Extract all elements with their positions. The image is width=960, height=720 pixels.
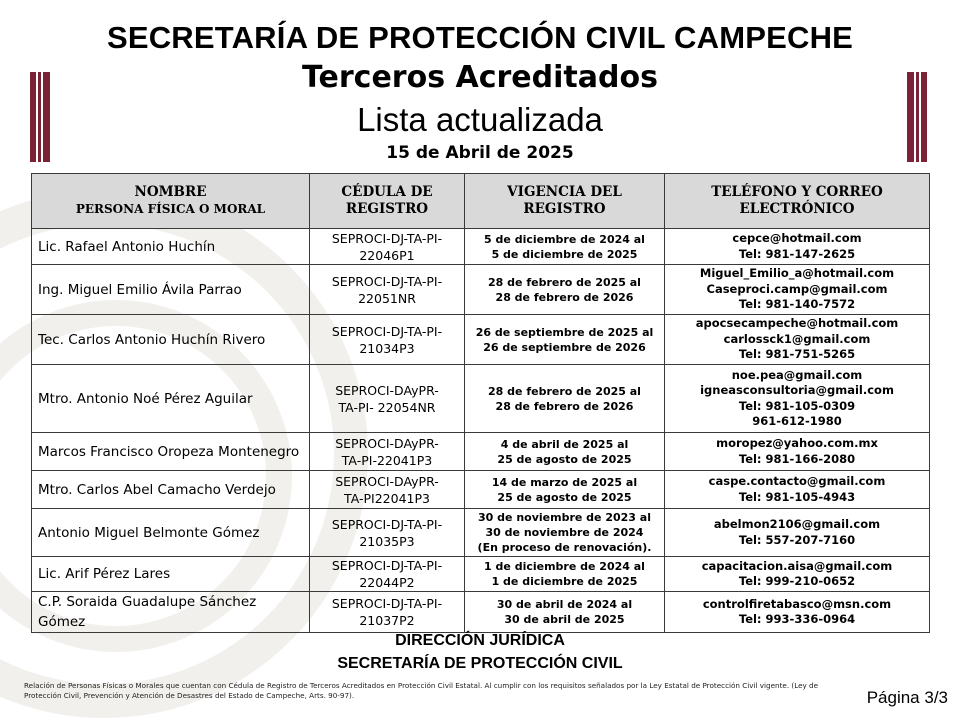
cell-contacto: noe.pea@gmail.com igneasconsultoria@gmail.com Tel: 981-105-0309 961-612-1980 bbox=[665, 365, 930, 433]
cell-contacto: controlfiretabasco@msn.com Tel: 993-336-0964 bbox=[665, 592, 930, 633]
table-row bbox=[32, 229, 930, 265]
cell-cedula: SEPROCI-DJ-TA-PI- 21035P3 bbox=[310, 509, 465, 557]
cell-name: Antonio Miguel Belmonte Gómez bbox=[32, 509, 310, 557]
page-number: Página 3/3 bbox=[866, 688, 948, 707]
cell-vigencia: 5 de diciembre de 2024 al 5 de diciembre de 2025 bbox=[465, 229, 665, 265]
cell-name: Ing. Miguel Emilio Ávila Parrao bbox=[32, 265, 310, 315]
cell-vigencia: 30 de abril de 2024 al 30 de abril de 2025 bbox=[465, 592, 665, 633]
page-title: SECRETARÍA DE PROTECCIÓN CIVIL CAMPECHE bbox=[106, 20, 854, 55]
footer-department: DIRECCIÓN JURÍDICA bbox=[395, 632, 565, 649]
document-date: 15 de Abril de 2025 bbox=[386, 143, 574, 163]
cell-vigencia: 26 de septiembre de 2025 al 26 de septiembre de 2026 bbox=[465, 315, 665, 365]
cell-contacto: caspe.contacto@gmail.com Tel: 981-105-4943 bbox=[665, 471, 930, 509]
cell-name: Marcos Francisco Oropeza Montenegro bbox=[32, 433, 310, 471]
cell-cedula: SEPROCI-DJ-TA-PI- 21037P2 bbox=[310, 592, 465, 633]
cell-name: Mtro. Carlos Abel Camacho Verdejo bbox=[32, 471, 310, 509]
cell-name: Tec. Carlos Antonio Huchín Rivero bbox=[32, 315, 310, 365]
page-subtitle: Terceros Acreditados bbox=[302, 60, 658, 95]
cell-vigencia: 28 de febrero de 2025 al 28 de febrero de 2026 bbox=[465, 265, 665, 315]
legal-note: Relación de Personas Físicas o Morales que cuentan con Cédula de Registro de Terceros Acreditados en Protección Civil Estatal. Al cumplir con los requisitos señalados por la Ley Estatal de Protección Civil vigente. (Ley de Protección Civil, Prevención y Atención de Desastres del Estado de Campeche, Arts. 90-97). bbox=[24, 681, 819, 700]
column-header-cedula: CÉDULA DE REGISTRO bbox=[310, 174, 465, 229]
cell-contacto: apocsecampeche@hotmail.com carlossck1@gmail.com Tel: 981-751-5265 bbox=[665, 315, 930, 365]
cell-name: Lic. Rafael Antonio Huchín bbox=[32, 229, 310, 265]
list-label: Lista actualizada bbox=[357, 101, 603, 138]
cell-name: Lic. Arif Pérez Lares bbox=[32, 557, 310, 592]
footer-secretariat: SECRETARÍA DE PROTECCIÓN CIVIL bbox=[337, 655, 623, 672]
cell-name: Mtro. Antonio Noé Pérez Aguilar bbox=[32, 365, 310, 433]
cell-vigencia: 14 de marzo de 2025 al 25 de agosto de 2025 bbox=[465, 471, 665, 509]
table-row bbox=[32, 509, 930, 557]
table-row bbox=[32, 557, 930, 592]
cell-vigencia: 1 de diciembre de 2024 al 1 de diciembre de 2025 bbox=[465, 557, 665, 592]
table-row bbox=[32, 592, 930, 633]
table-header-row bbox=[32, 174, 930, 229]
cell-contacto: Miguel_Emilio_a@hotmail.com Caseproci.camp@gmail.com Tel: 981-140-7572 bbox=[665, 265, 930, 315]
cell-cedula: SEPROCI-DJ-TA-PI- 22044P2 bbox=[310, 557, 465, 592]
table-row bbox=[32, 471, 930, 509]
column-header-contacto: TELÉFONO Y CORREO ELECTRÓNICO bbox=[665, 174, 930, 229]
column-header-name: NOMBRE PERSONA FÍSICA O MORAL bbox=[32, 174, 310, 229]
cell-cedula: SEPROCI-DJ-TA-PI- 22051NR bbox=[310, 265, 465, 315]
cell-cedula: SEPROCI-DJ-TA-PI- 21034P3 bbox=[310, 315, 465, 365]
cell-contacto: moropez@yahoo.com.mx Tel: 981-166-2080 bbox=[665, 433, 930, 471]
accredited-table bbox=[31, 173, 930, 633]
cell-contacto: capacitacion.aisa@gmail.com Tel: 999-210-0652 bbox=[665, 557, 930, 592]
cell-vigencia: 30 de noviembre de 2023 al 30 de noviembre de 2024 (En proceso de renovación). bbox=[465, 509, 665, 557]
cell-vigencia: 4 de abril de 2025 al 25 de agosto de 2025 bbox=[465, 433, 665, 471]
cell-vigencia: 28 de febrero de 2025 al 28 de febrero de 2026 bbox=[465, 365, 665, 433]
table-row bbox=[32, 433, 930, 471]
table-row bbox=[32, 315, 930, 365]
cell-cedula: SEPROCI-DAyPR- TA-PI- 22054NR bbox=[310, 365, 465, 433]
cell-contacto: cepce@hotmail.com Tel: 981-147-2625 bbox=[665, 229, 930, 265]
cell-cedula: SEPROCI-DAyPR- TA-PI22041P3 bbox=[310, 471, 465, 509]
table-row bbox=[32, 365, 930, 433]
cell-cedula: SEPROCI-DJ-TA-PI- 22046P1 bbox=[310, 229, 465, 265]
column-header-vigencia: VIGENCIA DEL REGISTRO bbox=[465, 174, 665, 229]
cell-cedula: SEPROCI-DAyPR- TA-PI-22041P3 bbox=[310, 433, 465, 471]
cell-name: C.P. Soraida Guadalupe Sánchez Gómez bbox=[32, 592, 310, 633]
cell-contacto: abelmon2106@gmail.com Tel: 557-207-7160 bbox=[665, 509, 930, 557]
table-row bbox=[32, 265, 930, 315]
